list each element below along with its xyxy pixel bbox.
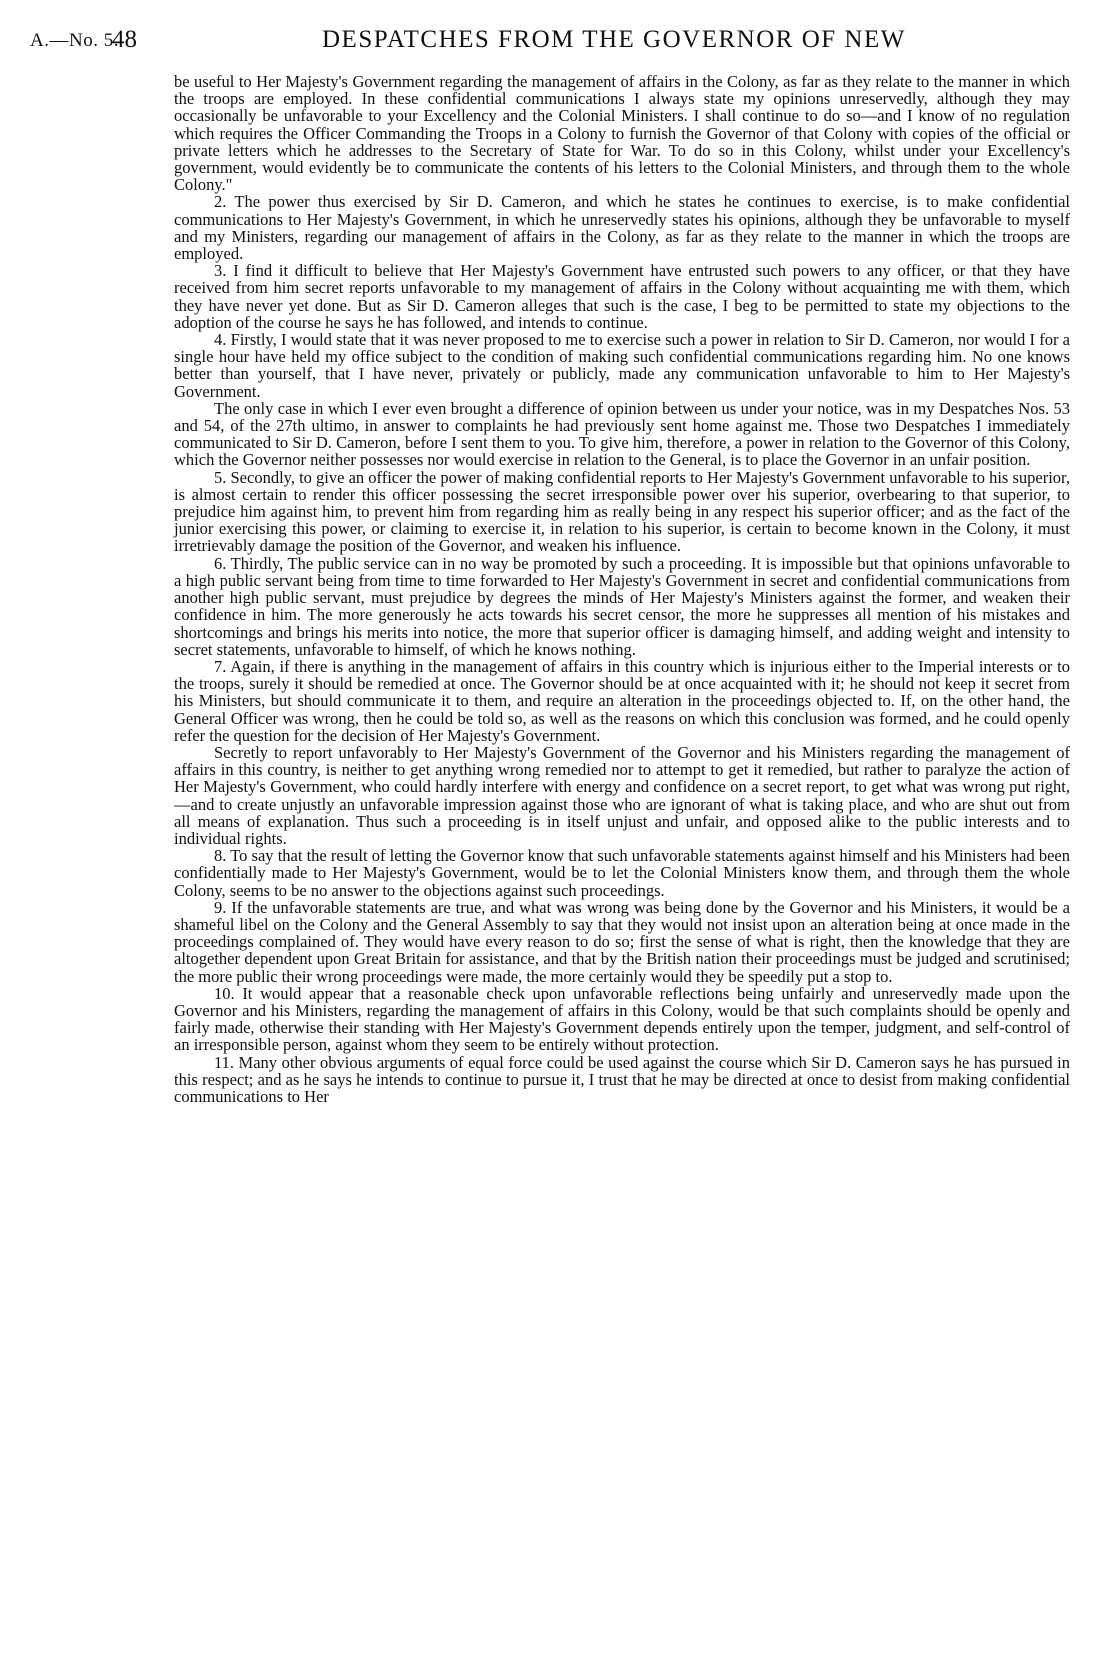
- paragraph-4-continued: The only case in which I ever even brought a difference of opinion between us under your notice, was in my Despatches Nos. 53 and 54, of the 27th ultimo, in answer to complaints he had previously sent home against me. Those two Despatches I immediately communicated to Sir D. Cameron, before I sent them to you. To give him, therefore, a power in relation to the Governor of this Colony, which the Governor neither possesses nor would exercise in relation to the General, is to place the Governor in an unfair position.: [174, 398, 1070, 470]
- paragraph-8: 8. To say that the result of letting the Governor know that such unfavorable statements against himself and his Ministers had been confidentially made to Her Majesty's Government, would be to let the Colonial Ministers know them, and through them the whole Colony, seems to be no answer to the objections against such proceedings.: [174, 846, 1070, 900]
- paragraph-5: 5. Secondly, to give an officer the power of making confidential reports to Her Majesty's Government unfavorable to his superior, is almost certain to render this officer possessing the secret irresponsible power over his superior, overbearing to that superior, to prejudice him against him, to prevent him from regarding him as really being in any respect his superior officer; and as the fact of the junior exercising this power, or claiming to exercise it, in relation to his superior, is certain to become known in the Colony, it must irretrievably damage the position of the Governor, and weaken his influence.: [174, 467, 1070, 556]
- document-reference: A.—No. 5.: [30, 30, 119, 51]
- paragraph-2: 2. The power thus exercised by Sir D. Cameron, and which he states he continues to exercise, is to make confidential communications to Her Majesty's Government, in which he unreservedly states his opinions, although they be unfavorable to myself and my Ministers, regarding our management of affairs in the Colony, as far as they relate to the manner in which the troops are employed.: [174, 192, 1070, 264]
- paragraph-7: 7. Again, if there is anything in the management of affairs in this country which is injurious either to the Imperial interests or to the troops, surely it should be remedied at once. The Governor should be at once acquainted with it; he should not keep it secret from his Ministers, but should communicate it to them, and require an alteration in the proceedings objected to. If, on the other hand, the General Officer was wrong, then he could be told so, as well as the reasons on which this conclusion was formed, and he could openly refer the question for the decision of Her Majesty's Government.: [174, 656, 1070, 745]
- paragraph-3: 3. I find it difficult to believe that Her Majesty's Government have entrusted such powers to any officer, or that they have received from him secret reports unfavorable to my management of affairs in the Colony without acquainting me with them, which they have never yet done. But as Sir D. Cameron alleges that such is the case, I beg to be permitted to state my objections to the adoption of the course he says he has followed, and intends to continue.: [174, 261, 1070, 332]
- page-header: [22, 22, 1092, 62]
- paragraph-6: 6. Thirdly, The public service can in no way be promoted by such a proceeding. It is impossible but that opinions unfavorable to a high public servant being from time to time forwarded to Her Majesty's Government in secret and confidential communications from another high public servant, must prejudice by degrees the minds of Her Majesty's Ministers against the former, and weaken their confidence in him. The more generously he acts towards his secret censor, the more he suppresses all mention of his mistakes and shortcomings and brings his merits into notice, the more that superior officer is damaging himself, and adding weight and intensity to secret statements, unfavorable to himself, of which he knows nothing.: [174, 553, 1070, 659]
- paragraph-11: 11. Many other obvious arguments of equal force could be used against the course which Sir D. Cameron says he has pursued in this respect; and as he says he intends to continue to pursue it, I trust that he may be directed at once to desist from making confidential communications to Her: [174, 1052, 1070, 1106]
- paragraph-7-continued: Secretly to report unfavorably to Her Majesty's Government of the Governor and his Ministers regarding the management of affairs in this country, is neither to get anything wrong remedied nor to attempt to get it remedied, but rather to paralyze the action of Her Majesty's Government, who could hardly interfere with energy and confidence on a secret report, to get what was wrong put right,—and to create unjustly an unfavorable impression against those who are ignorant of what is taking place, and who are shut out from all means of explanation. Thus such a proceeding is in itself unjust and unfair, and opposed alike to the public interests and to individual rights.: [174, 742, 1070, 848]
- paragraph-10: 10. It would appear that a reasonable check upon unfavorable reflections being unfairly and unreservedly made upon the Governor and his Ministers, regarding the management of affairs in this Colony, would be that such complaints should be openly and fairly made, otherwise their standing with Her Majesty's Government depends entirely upon the temper, judgment, and self-control of an irresponsible person, against whom they seem to be entirely without protection.: [174, 983, 1070, 1055]
- paragraph-4: 4. Firstly, I would state that it was never proposed to me to exercise such a power in relation to Sir D. Cameron, nor would I for a single hour have held my office subject to the condition of making such confidential communications regarding him. No one knows better than yourself, that I have never, privately or publicly, made any communication unfavorable to him to Her Majesty's Government.: [174, 330, 1070, 401]
- paragraph-continuation: be useful to Her Majesty's Government regarding the management of affairs in the Colony, as far as they relate to the manner in which the troops are employed. In these confidential communications I always state my opinions unreservedly, although they may occasionally be unfavorable to your Excellency and the Colonial Ministers. I shall continue to do so—and I know of no regulation which requires the Officer Commanding the Troops in a Colony to furnish the Governor of that Colony with copies of the official or private letters which he addresses to the Secretary of State for War. To do so in this Colony, whilst under your Excellency's government, would evidently be to communicate the contents of his letters to the Colonial Ministers, and through them to the whole Colony.": [174, 72, 1070, 195]
- body-text: [174, 73, 1070, 1105]
- paragraph-9: 9. If the unfavorable statements are true, and what was wrong was being done by the Governor and his Ministers, it would be a shameful libel on the Colony and the General Assembly to say that they would not insist upon an alteration being at once made in the proceedings complained of. They would have every reason to do so; first the sense of what is right, then the knowledge that they are altogether dependent upon Great Britain for assistance, and that by the British nation their proceedings must be judged and scrutinised; the more public their wrong proceedings were made, the more certainly would they be speedily put a stop to.: [174, 897, 1070, 986]
- running-title: DESPATCHES FROM THE GOVERNOR OF NEW: [322, 26, 906, 53]
- page-number: 48: [112, 26, 137, 53]
